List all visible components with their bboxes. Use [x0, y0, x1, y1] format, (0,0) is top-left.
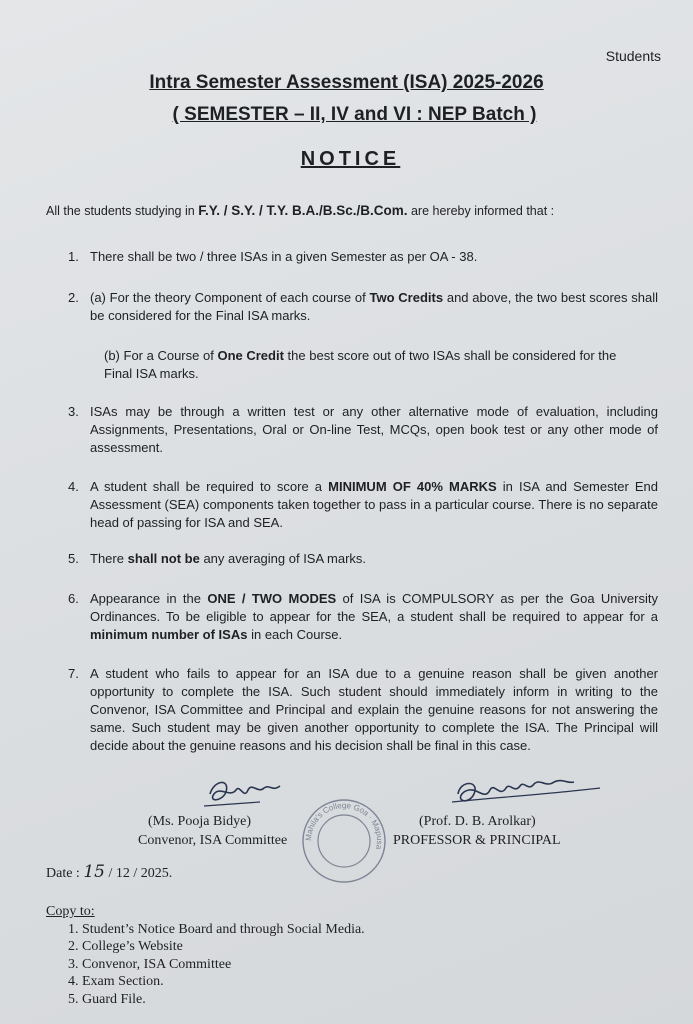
principal-block	[393, 812, 561, 850]
svg-text:Mahila's College Goa · Mapusa: Mahila's College Goa · Mapusa	[303, 800, 385, 851]
copy-to-item: 3. Convenor, ISA Committee	[82, 956, 365, 974]
copy-to-item: 4. Exam Section.	[82, 973, 365, 991]
date-day: 15	[83, 862, 105, 882]
intro-classes: F.Y. / S.Y. / T.Y. B.A./B.Sc./B.Com.	[198, 203, 408, 218]
list-item: 7. A student who fails to appear for an ISA due to a genuine reason shall be given another opportunity to complete the ISA. Such student should immediately inform in writing to the Convenor, ISA Committee and Principal and explain the genuine reasons for not answering the same. Such student may be given another opportunity to complete the ISA. The Principal will decide about the genuine reasons and his decision shall be final in this case.	[68, 666, 658, 753]
list-item: 4. A student shall be required to score a MINIMUM OF 40% MARKS in ISA and Semester End Assessment (SEA) components taken together to pass in a particular course. There is no separate head of passing for ISA and SEA.	[68, 479, 658, 530]
copy-to-item: 2. College’s Website	[82, 938, 365, 956]
principal-role: PROFESSOR & PRINCIPAL	[393, 833, 561, 848]
notice-date: Date : 15 / 12 / 2025.	[46, 862, 173, 882]
principal-name: (Prof. D. B. Arolkar)	[419, 814, 536, 829]
list-subitem: (b) For a Course of One Credit the best score out of two ISAs shall be considered for the Final ISA marks.	[104, 348, 617, 381]
notice-subtitle: ( SEMESTER – II, IV and VI : NEP Batch )	[172, 104, 537, 125]
notice-heading: NOTICE	[300, 148, 401, 170]
copy-to-section	[46, 903, 365, 1008]
copy-to-item: 1. Student’s Notice Board and through Social Media.	[82, 921, 365, 939]
convenor-block	[138, 812, 287, 850]
convenor-signature	[200, 772, 290, 812]
intro-line: All the students studying in F.Y. / S.Y. / T.Y. B.A./B.Sc./B.Com. are hereby informed that :	[46, 203, 555, 218]
convenor-name: (Ms. Pooja Bidye)	[148, 814, 252, 829]
notice-title: Intra Semester Assessment (ISA) 2025-2026	[149, 72, 544, 93]
audience-label: Students	[605, 48, 661, 64]
list-item: 2. (a) For the theory Component of each course of Two Credits and above, the two best scores shall be considered for the Final ISA marks.	[68, 290, 658, 323]
convenor-role: Convenor, ISA Committee	[138, 833, 288, 848]
list-item: 5. There shall not be any averaging of ISA marks.	[68, 551, 367, 566]
list-item: 6. Appearance in the ONE / TWO MODES of ISA is COMPULSORY as per the Goa University Ordinances. To be eligible to appear for the SEA, a student shall be required to appear for a minimum number of ISAs in each Course.	[68, 591, 658, 642]
copy-to-item: 5. Guard File.	[82, 991, 365, 1009]
copy-to-title: Copy to:	[46, 904, 95, 919]
list-item: 1. There shall be two / three ISAs in a given Semester as per OA - 38.	[68, 249, 478, 264]
college-stamp	[300, 795, 388, 887]
list-item: 3. ISAs may be through a written test or any other alternative mode of evaluation, including Assignments, Presentations, Oral or On-line Test, MCQs, open book test or any other mode of assessment.	[68, 404, 658, 455]
principal-signature	[450, 772, 610, 816]
